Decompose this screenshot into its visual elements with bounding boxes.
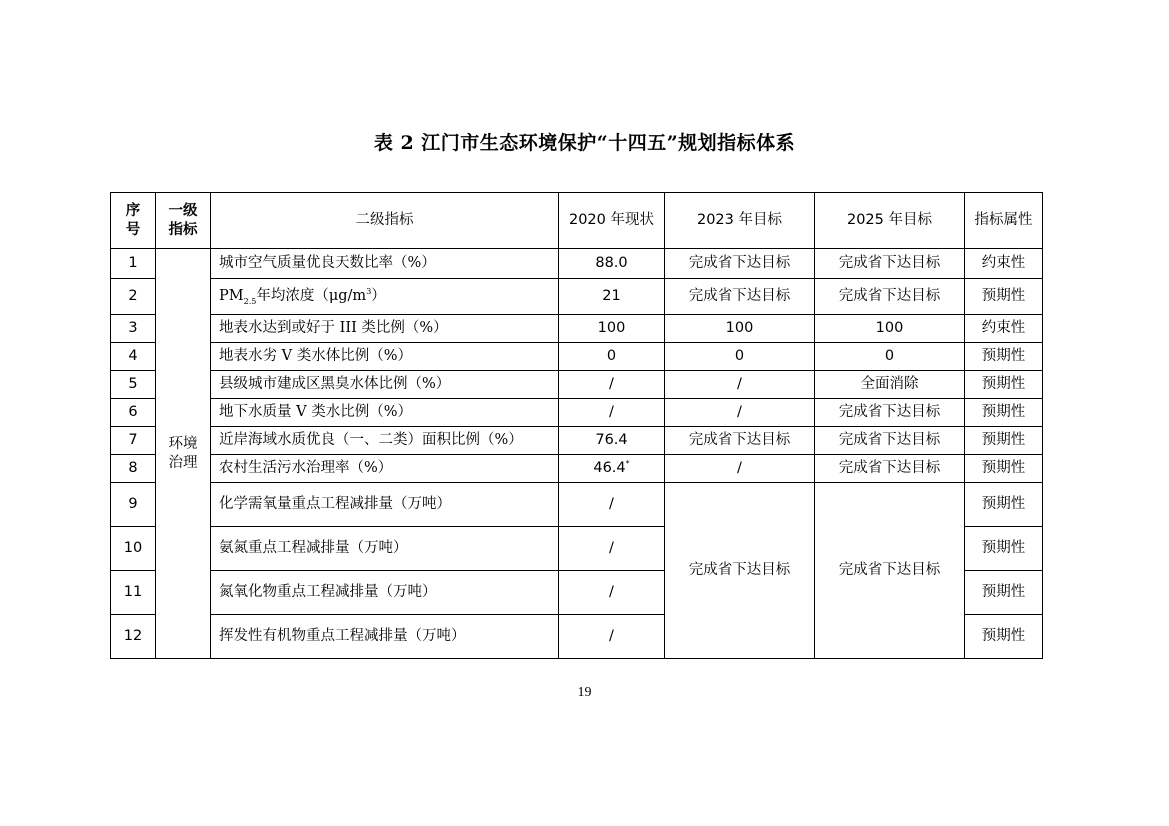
row-2023: /: [665, 371, 815, 399]
row-2020: 88.0: [559, 249, 665, 279]
row-2023: /: [665, 399, 815, 427]
row-2020: /: [559, 571, 665, 615]
row-seq: 1: [111, 249, 156, 279]
row-2023: 完成省下达目标: [665, 279, 815, 315]
row-indicator: 挥发性有机物重点工程减排量（万吨）: [211, 615, 559, 659]
row-2023: 完成省下达目标: [665, 427, 815, 455]
table-row: [111, 249, 1043, 279]
pm-label: PM: [219, 287, 244, 304]
row-2020: 100: [559, 315, 665, 343]
pm-mid: 年均浓度（μg/m: [256, 287, 367, 304]
table-row: [111, 427, 1043, 455]
footnote-mark: *: [625, 459, 630, 469]
row-indicator: 农村生活污水治理率（%）: [211, 455, 559, 483]
table-row: [111, 279, 1043, 315]
row-seq: 5: [111, 371, 156, 399]
row-2020: /: [559, 483, 665, 527]
row-2025: 完成省下达目标: [815, 399, 965, 427]
row-attr: 预期性: [965, 427, 1043, 455]
row-2020-value: 46.4: [593, 460, 626, 477]
row-2023: 0: [665, 343, 815, 371]
row-seq: 8: [111, 455, 156, 483]
header-2025: 2025 年目标: [815, 193, 965, 249]
row-seq: 4: [111, 343, 156, 371]
row-seq: 2: [111, 279, 156, 315]
row-attr: 预期性: [965, 343, 1043, 371]
pm-suffix: ）: [371, 287, 386, 304]
header-attr: 指标属性: [965, 193, 1043, 249]
indicator-table: [110, 192, 1043, 659]
header-level1: 一级指标: [156, 193, 211, 249]
table-row: [111, 455, 1043, 483]
row-2023: 100: [665, 315, 815, 343]
row-indicator: 县级城市建成区黑臭水体比例（%）: [211, 371, 559, 399]
table-row: [111, 483, 1043, 527]
row-2025: 完成省下达目标: [815, 279, 965, 315]
header-2023: 2023 年目标: [665, 193, 815, 249]
row-seq: 12: [111, 615, 156, 659]
header-seq: 序号: [111, 193, 156, 249]
table-row: [111, 399, 1043, 427]
header-2020: 2020 年现状: [559, 193, 665, 249]
row-indicator: 化学需氧量重点工程减排量（万吨）: [211, 483, 559, 527]
row-seq: 9: [111, 483, 156, 527]
row-indicator: 地表水达到或好于 III 类比例（%）: [211, 315, 559, 343]
row-2025: 全面消除: [815, 371, 965, 399]
table-title: 表 2 江门市生态环境保护“十四五”规划指标体系: [373, 132, 796, 154]
table-row: [111, 343, 1043, 371]
row-2023: /: [665, 455, 815, 483]
row-2020: /: [559, 371, 665, 399]
merged-target-2023: 完成省下达目标: [665, 483, 815, 659]
row-indicator: 氮氧化物重点工程减排量（万吨）: [211, 571, 559, 615]
pm-superscript: 3: [366, 286, 372, 296]
row-2023: 完成省下达目标: [665, 249, 815, 279]
row-2025: 完成省下达目标: [815, 427, 965, 455]
row-2020: [559, 455, 665, 483]
header-level2: 二级指标: [211, 193, 559, 249]
row-attr: 预期性: [965, 371, 1043, 399]
row-2020: /: [559, 527, 665, 571]
row-attr: 预期性: [965, 571, 1043, 615]
row-indicator: 城市空气质量优良天数比率（%）: [211, 249, 559, 279]
row-attr: 预期性: [965, 279, 1043, 315]
row-2020: 0: [559, 343, 665, 371]
table-row: [111, 315, 1043, 343]
merged-target-2025: 完成省下达目标: [815, 483, 965, 659]
row-2025: 0: [815, 343, 965, 371]
row-attr: 预期性: [965, 399, 1043, 427]
row-indicator: 近岸海域水质优良（一、二类）面积比例（%）: [211, 427, 559, 455]
row-seq: 7: [111, 427, 156, 455]
row-2020: /: [559, 615, 665, 659]
row-seq: 3: [111, 315, 156, 343]
row-attr: 约束性: [965, 249, 1043, 279]
row-indicator: 地下水质量 V 类水比例（%）: [211, 399, 559, 427]
row-indicator: 氨氮重点工程减排量（万吨）: [211, 527, 559, 571]
row-attr: 约束性: [965, 315, 1043, 343]
page-number: 19: [577, 685, 592, 700]
header-row: [111, 193, 1043, 249]
category-cell: 环境治理: [156, 249, 211, 659]
row-attr: 预期性: [965, 455, 1043, 483]
row-2020: /: [559, 399, 665, 427]
row-indicator: [211, 279, 559, 315]
row-2025: 完成省下达目标: [815, 249, 965, 279]
row-seq: 10: [111, 527, 156, 571]
row-attr: 预期性: [965, 615, 1043, 659]
row-attr: 预期性: [965, 527, 1043, 571]
row-indicator: 地表水劣 V 类水体比例（%）: [211, 343, 559, 371]
row-2025: 100: [815, 315, 965, 343]
table-row: [111, 371, 1043, 399]
row-2020: 21: [559, 279, 665, 315]
row-2020: 76.4: [559, 427, 665, 455]
row-seq: 6: [111, 399, 156, 427]
row-seq: 11: [111, 571, 156, 615]
row-attr: 预期性: [965, 483, 1043, 527]
pm-subscript: 2.5: [243, 296, 257, 306]
row-2025: 完成省下达目标: [815, 455, 965, 483]
